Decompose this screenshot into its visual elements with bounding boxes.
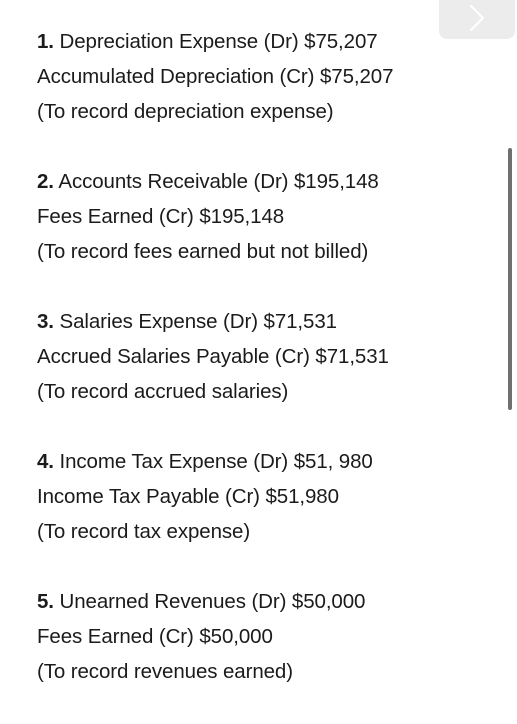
entry-credit: Fees Earned (Cr) $50,000 [37,625,273,648]
journal-entry-5 [37,584,477,689]
entry-debit-line [37,444,477,479]
entry-note: (To record revenues earned) [37,660,293,683]
journal-entry-2 [37,164,477,269]
entry-debit: Accounts Receivable (Dr) $195,148 [58,170,379,193]
entry-credit: Fees Earned (Cr) $195,148 [37,205,285,228]
journal-entry-1 [37,24,477,129]
entry-note: (To record tax expense) [37,520,251,543]
next-button[interactable] [439,0,515,39]
journal-entry-4 [37,444,477,549]
entry-number: 3. [37,310,54,333]
journal-entries-list [37,24,477,724]
entry-debit: Income Tax Expense (Dr) $51, 980 [59,450,373,473]
entry-debit-line [37,24,477,59]
entry-debit-line [37,164,477,199]
journal-entry-3 [37,304,477,409]
entry-number: 4. [37,450,54,473]
entry-note: (To record accrued salaries) [37,380,289,403]
entry-debit-line [37,304,477,339]
entry-credit: Income Tax Payable (Cr) $51,980 [37,485,339,508]
entry-credit: Accumulated Depreciation (Cr) $75,207 [37,65,394,88]
scrollbar[interactable] [508,148,512,410]
entry-debit: Salaries Expense (Dr) $71,531 [59,310,337,333]
entry-debit: Unearned Revenues (Dr) $50,000 [59,590,366,613]
entry-debit-line [37,584,477,619]
entry-credit: Accrued Salaries Payable (Cr) $71,531 [37,345,389,368]
entry-number: 5. [37,590,54,613]
entry-number: 2. [37,170,54,193]
entry-note: (To record fees earned but not billed) [37,240,369,263]
entry-note: (To record depreciation expense) [37,100,334,123]
entry-number: 1. [37,30,54,53]
chevron-right-icon [467,4,487,32]
entry-debit: Depreciation Expense (Dr) $75,207 [59,30,378,53]
